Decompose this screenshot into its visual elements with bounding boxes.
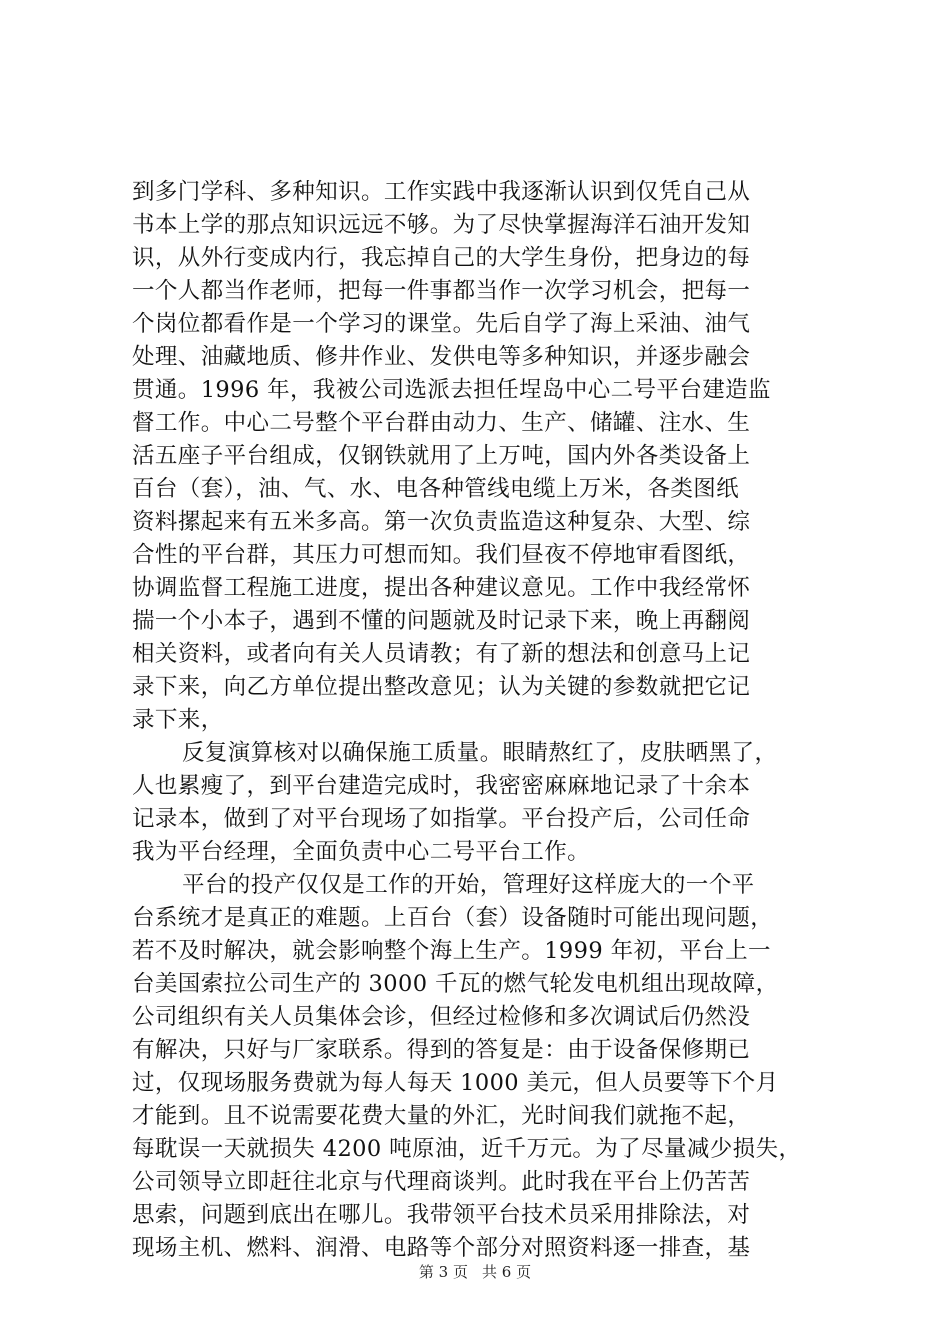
text-line: 个岗位都看作是一个学习的课堂。先后自学了海上采油、油气 [132, 311, 751, 337]
text-line: 合性的平台群，其压力可想而知。我们昼夜不停地审看图纸， [132, 542, 751, 568]
text-line: 资料摞起来有五米多高。第一次负责监造这种复杂、大型、综 [132, 509, 751, 535]
text-line: 记录本，做到了对平台现场了如指掌。平台投产后，公司任命 [132, 806, 751, 832]
text-line: 协调监督工程施工进度，提出各种建议意见。工作中我经常怀 [132, 575, 751, 601]
text-line: 思索，问题到底出在哪儿。我带领平台技术员采用排除法，对 [132, 1202, 751, 1228]
text-line: 平台的投产仅仅是工作的开始，管理好这样庞大的一个平 [182, 872, 755, 898]
text-line: 若不及时解决，就会影响整个海上生产。1999 年初，平台上一 [132, 938, 771, 964]
text-line: 人也累瘦了，到平台建造完成时，我密密麻麻地记录了十余本 [132, 773, 751, 799]
text-line: 活五座子平台组成，仅钢铁就用了上万吨，国内外各类设备上 [132, 443, 751, 469]
body-text [132, 176, 832, 1265]
text-line: 督工作。中心二号整个平台群由动力、生产、储罐、注水、生 [132, 410, 751, 436]
page-total: 共 6 页 [482, 1263, 532, 1281]
text-line: 录下来， [132, 707, 224, 733]
text-line: 百台（套），油、气、水、电各种管线电缆上万米，各类图纸 [132, 476, 740, 502]
text-line: 到多门学科、多种知识。工作实践中我逐渐认识到仅凭自己从 [132, 179, 751, 205]
text-line: 一个人都当作老师，把每一件事都当作一次学习机会，把每一 [132, 278, 751, 304]
text-line: 台系统才是真正的难题。上百台（套）设备随时可能出现问题， [132, 905, 774, 931]
text-line: 台美国索拉公司生产的 3000 千瓦的燃气轮发电机组出现故障， [132, 971, 779, 997]
text-line: 处理、油藏地质、修井作业、发供电等多种知识，并逐步融会 [132, 344, 751, 370]
text-line: 公司组织有关人员集体会诊，但经过检修和多次调试后仍然没 [132, 1004, 751, 1030]
text-line: 反复演算核对以确保施工质量。眼睛熬红了，皮肤晒黑了， [182, 740, 778, 766]
text-line: 我为平台经理，全面负责中心二号平台工作。 [132, 839, 591, 865]
text-line: 相关资料，或者向有关人员请教；有了新的想法和创意马上记 [132, 641, 751, 667]
text-line: 书本上学的那点知识远远不够。为了尽快掌握海洋石油开发知 [132, 212, 751, 238]
text-line: 才能到。且不说需要花费大量的外汇，光时间我们就拖不起， [132, 1103, 751, 1129]
text-line: 每耽误一天就损失 4200 吨原油，近千万元。为了尽量减少损失， [132, 1136, 802, 1162]
text-line: 公司领导立即赶往北京与代理商谈判。此时我在平台上仍苦苦 [132, 1169, 751, 1195]
text-line: 现场主机、燃料、润滑、电路等个部分对照资料逐一排查，基 [132, 1235, 751, 1261]
text-line: 贯通。1996 年，我被公司选派去担任埕岛中心二号平台建造监 [132, 377, 771, 403]
text-line: 过，仅现场服务费就为每人每天 1000 美元，但人员要等下个月 [132, 1070, 779, 1096]
page-number: 第 3 页 [418, 1263, 468, 1281]
text-line: 识，从外行变成内行，我忘掉自己的大学生身份，把身边的每 [132, 245, 751, 271]
text-line: 有解决，只好与厂家联系。得到的答复是：由于设备保修期已 [132, 1037, 751, 1063]
text-line: 录下来，向乙方单位提出整改意见；认为关键的参数就把它记 [132, 674, 751, 700]
text-line: 揣一个小本子，遇到不懂的问题就及时记录下来，晚上再翻阅 [132, 608, 751, 634]
page-footer [0, 1262, 950, 1282]
